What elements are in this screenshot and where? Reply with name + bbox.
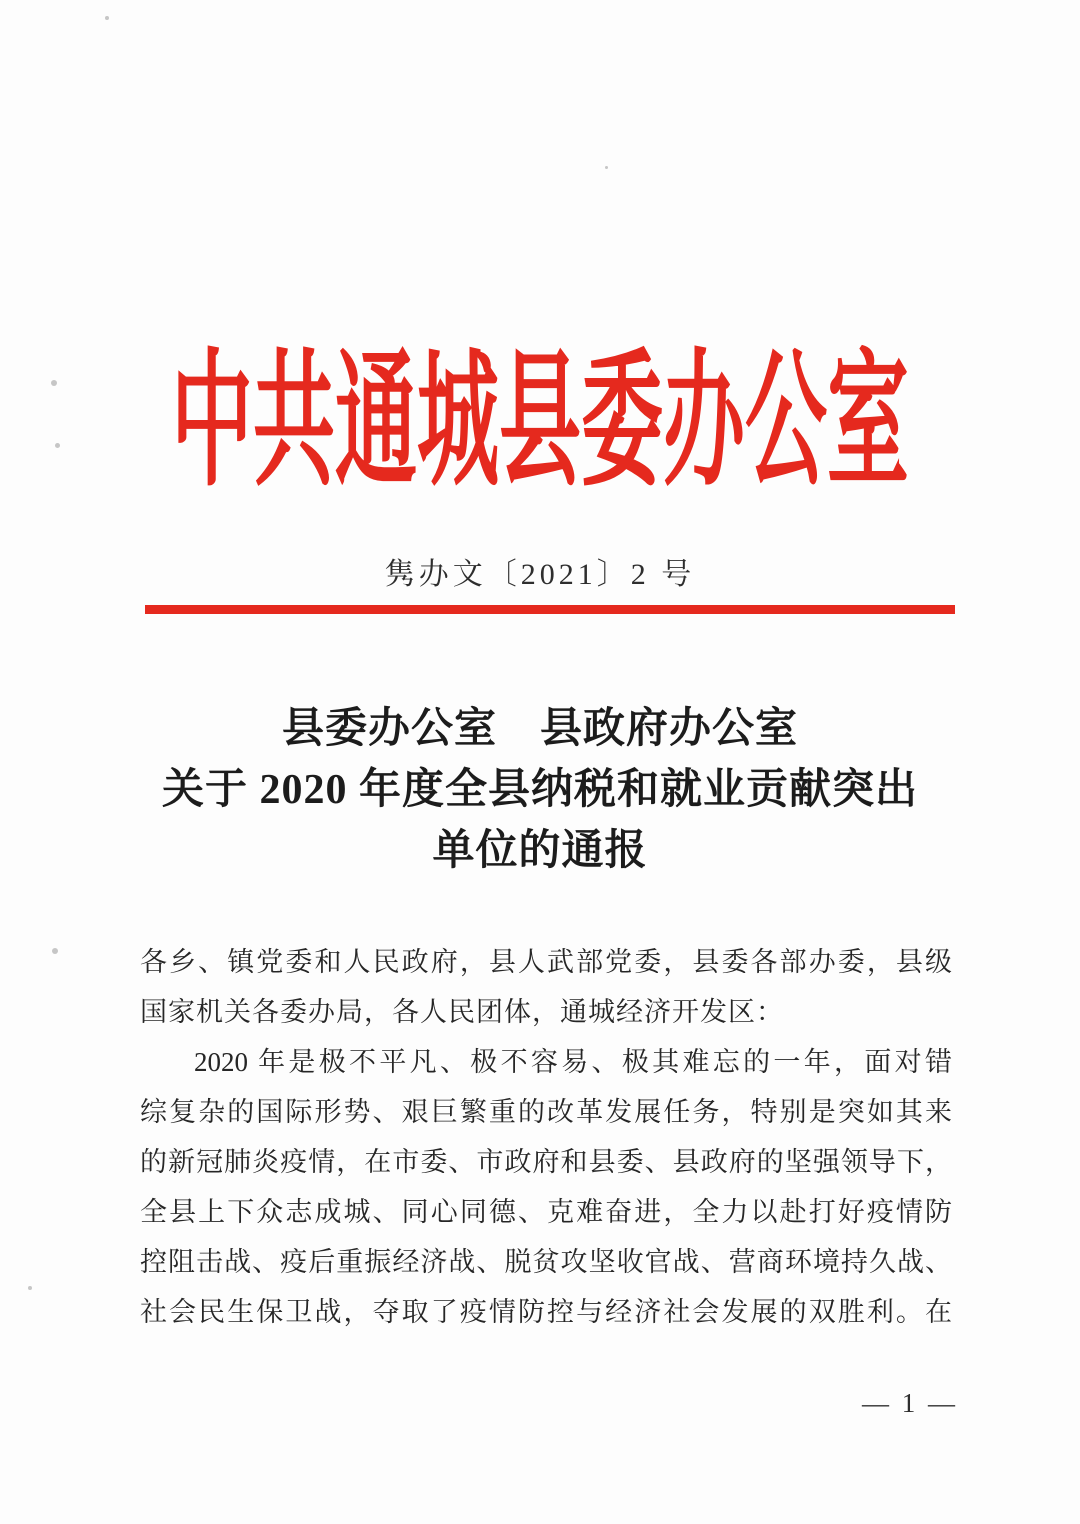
body-line: 2020 年是极不平凡、极不容易、极其难忘的一年，面对错 xyxy=(194,1047,952,1077)
scan-speck xyxy=(52,948,58,954)
red-separator-line xyxy=(145,605,955,614)
body-line: 各乡、镇党委和人民政府，县人武部党委，县委各部办委，县级 xyxy=(140,947,952,977)
document-body xyxy=(140,937,952,1337)
body-line: 社会民生保卫战，夺取了疫情防控与经济社会发展的双胜利。在 xyxy=(140,1297,952,1327)
body-line: 全县上下众志成城、同心同德、克难奋进，全力以赴打好疫情防 xyxy=(140,1197,952,1227)
body-line: 控阻击战、疫后重振经济战、脱贫攻坚收官战、营商环境持久战、 xyxy=(140,1247,952,1277)
document-title xyxy=(0,699,1080,882)
body-line: 综复杂的国际形势、艰巨繁重的改革发展任务，特别是突如其来 xyxy=(140,1097,952,1127)
title-line: 单位的通报 xyxy=(432,828,648,874)
doc-number: 隽办文〔2021〕2 号 xyxy=(384,558,696,591)
scan-speck xyxy=(105,16,109,20)
title-line: 县委办公室 县政府办公室 xyxy=(281,706,798,752)
letterhead-title: 中共通城县委办公室 xyxy=(170,340,909,504)
body-line: 的新冠肺炎疫情，在市委、市政府和县委、县政府的坚强领导下， xyxy=(140,1147,952,1177)
title-line: 关于 2020 年度全县纳税和就业贡献突出 xyxy=(161,767,918,813)
page-number: — 1 — xyxy=(862,1388,958,1418)
scan-speck xyxy=(605,166,608,169)
scan-speck xyxy=(28,1286,32,1290)
body-line: 国家机关各委办局，各人民团体，通城经济开发区： xyxy=(140,997,784,1027)
letterhead xyxy=(0,338,1080,508)
